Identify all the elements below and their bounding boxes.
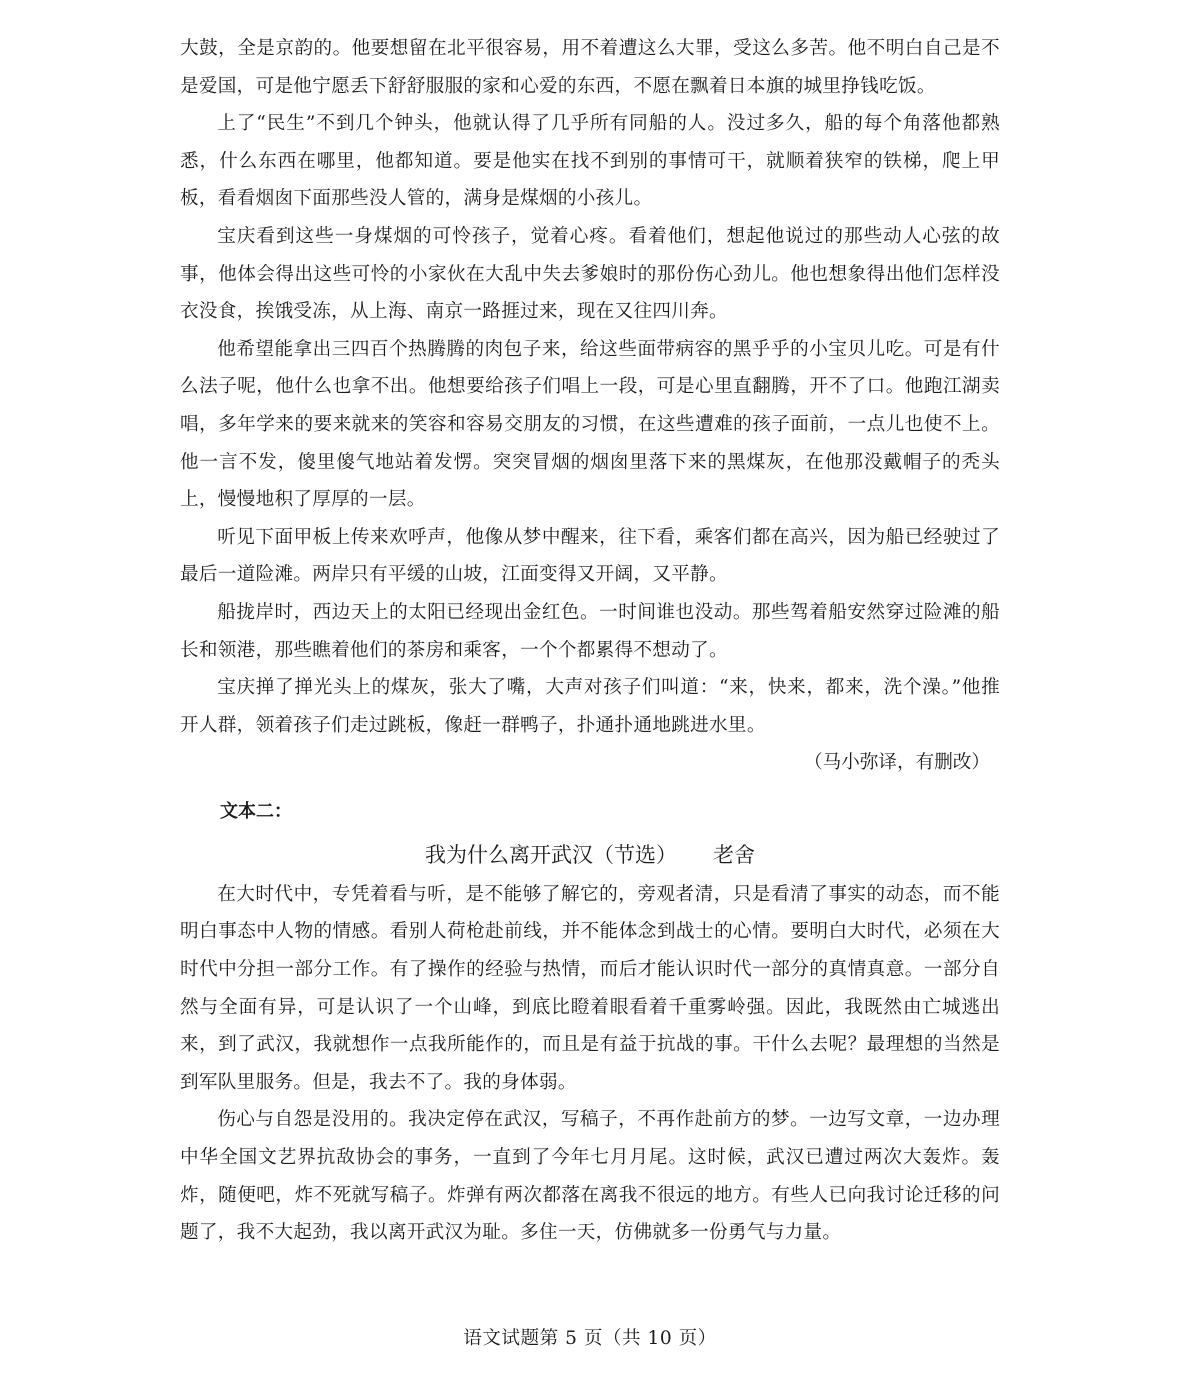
exam-page	[180, 30, 1000, 1252]
paragraph: 上了“民生”不到几个钟头，他就认得了几乎所有同船的人。没过多久，船的每个角落他都熟悉，什么东西在哪里，他都知道。要是他实在找不到别的事情可干，就顺着狭窄的铁梯，爬上甲板，看看烟囱下面那些没人管的，满身是煤烟的小孩儿。	[180, 113, 1000, 210]
text-two	[180, 790, 1000, 1252]
paragraph: 伤心与自怨是没用的。我决定停在武汉，写稿子，不再作赴前方的梦。一边写文章，一边办理中华全国文艺界抗敌协会的事务，一直到了今年七月月尾。这时候，武汉已遭过两次大轰炸。轰炸，随便吧，炸不死就写稿子。炸弹有两次都落在离我不很远的地方。有些人已向我讨论迁移的问题了，我不大起劲，我以离开武汉为耻。多住一天，仿佛就多一份勇气与力量。	[180, 1109, 1000, 1244]
paragraph: 大鼓，全是京韵的。他要想留在北平很容易，用不着遭这么大罪，受这么多苦。他不明白自己是不是爱国，可是他宁愿丢下舒舒服服的家和心爱的东西，不愿在飘着日本旗的城里挣钱吃饭。	[180, 38, 1000, 97]
section-label: 文本二：	[220, 800, 292, 822]
paragraph: 船拢岸时，西边天上的太阳已经现出金红色。一时间谁也没动。那些驾着船安然穿过险滩的船长和领港，那些瞧着他们的茶房和乘客，一个个都累得不想动了。	[180, 601, 1000, 661]
article-title: 我为什么离开武汉（节选）	[425, 842, 677, 867]
paragraph: 宝庆看到这些一身煤烟的可怜孩子，觉着心疼。看着他们，想起他说过的那些动人心弦的故事，他体会得出这些可怜的小家伙在大乱中失去爹娘时的那份伤心劲儿。他也想象得出他们怎样没衣没食，挨饿受冻，从上海、南京一路捱过来，现在又往四川奔。	[180, 225, 1000, 323]
article-author: 老舍	[713, 842, 755, 867]
article-heading	[180, 834, 1000, 876]
paragraph: 在大时代中，专凭着看与听，是不能够了解它的，旁观者清，只是看清了事实的动态，而不能明白事态中人物的情感。看别人荷枪赴前线，并不能体念到战士的心情。要明白大时代，必须在大时代中分担一部分工作。有了操作的经验与热情，而后才能认识时代一部分的真情真意。一部分自然与全面有异，可是认识了一个山峰，到底比瞪着眼看着千重雾岭强。因此，我既然由亡城逃出来，到了武汉，我就想作一点我所能作的，而且是有益于抗战的事。干什么去呢？最理想的当然是到军队里服务。但是，我去不了。我的身体弱。	[180, 883, 1000, 1093]
paragraph: 他希望能拿出三四百个热腾腾的肉包子来，给这些面带病容的黑乎乎的小宝贝儿吃。可是有什么法子呢，他什么也拿不出。他想要给孩子们唱上一段，可是心里直翻腾，开不了口。他跑江湖卖唱，多年学来的要来就来的笑容和容易交朋友的习惯，在这些遭难的孩子面前，一点儿也使不上。他一言不发，傻里傻气地站着发愣。突突冒烟的烟囱里落下来的黑煤灰，在他那没戴帽子的秃头上，慢慢地积了厚厚的一层。	[180, 338, 1000, 511]
text-one	[180, 30, 1000, 782]
page-footer: 语文试题第 5 页（共 10 页）	[463, 1328, 717, 1349]
paragraph: 听见下面甲板上传来欢呼声，他像从梦中醒来，往下看，乘客们都在高兴，因为船已经驶过了最后一道险滩。两岸只有平缓的山坡，江面变得又开阔，又平静。	[180, 526, 1000, 586]
source-note: （马小弥译，有删改）	[804, 752, 990, 774]
paragraph: 宝庆掸了掸光头上的煤灰，张大了嘴，大声对孩子们叫道：“来，快来，都来，洗个澡。”他推开人群，领着孩子们走过跳板，像赶一群鸭子，扑通扑通地跳进水里。	[180, 677, 1000, 736]
